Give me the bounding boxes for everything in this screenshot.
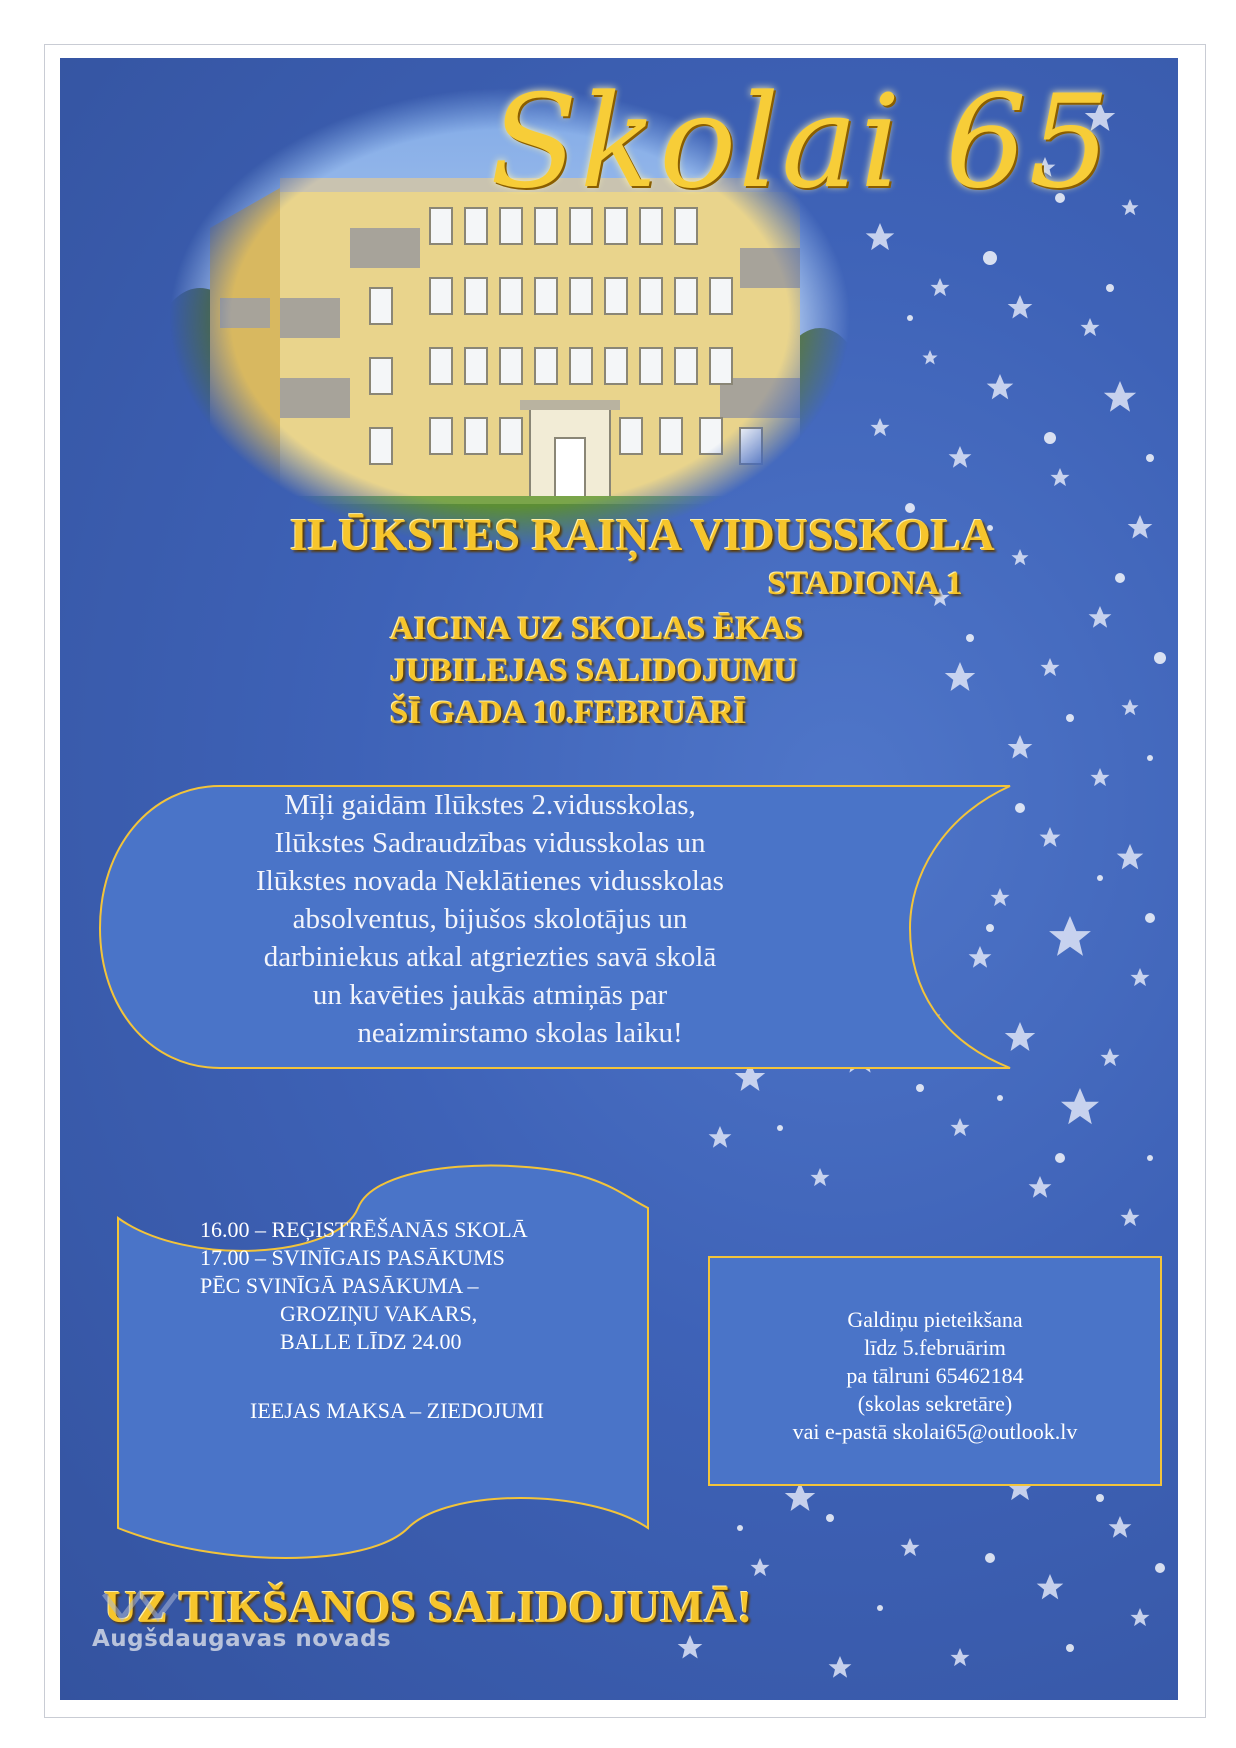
school-address: STADIONA 1 [768,566,963,602]
booking-line: (skolas sekretāre) [857,1391,1013,1416]
message-line: darbiniekus atkal atgriezties savā skolā [263,941,717,973]
invitation-line: JUBILEJAS SALIDOJUMU [390,653,798,689]
booking-line: pa tālruni 65462184 [846,1363,1024,1388]
message-line: Ilūkstes novada Neklātienes vidusskolas [256,865,724,897]
message-line: neaizmirstamo skolas laiku! [357,1017,683,1049]
entry-fee: IEEJAS MAKSA – ZIEDOJUMI [250,1398,544,1423]
schedule-line: 17.00 – SVINĪGAIS PASĀKUMS [200,1245,505,1270]
invitation-line: ŠĪ GADA 10.FEBRUĀRĪ [390,695,747,731]
event-schedule [200,1216,528,1356]
schedule-line: GROZIŅU VAKARS, [280,1301,478,1326]
watermark-text: Augšdaugavas novads [92,1626,392,1652]
message-line: un kavēties jaukās atmiņās par [312,979,668,1011]
closing-message: UZ TIKŠANOS SALIDOJUMĀ! [104,1581,753,1632]
booking-info-box [708,1256,1162,1486]
message-line: absolventus, bijušos skolotājus un [292,903,688,935]
booking-line: Galdiņu pieteikšana [847,1307,1023,1332]
invitation-line: AICINA UZ SKOLAS ĒKAS [390,611,804,647]
poster [60,58,1178,1700]
invitation-text [390,608,804,734]
welcome-message [210,786,770,1052]
booking-line: vai e-pastā skolai65@outlook.lv [792,1419,1078,1444]
booking-info [710,1306,1160,1446]
schedule-line: 16.00 – REĢISTRĒŠANĀS SKOLĀ [200,1217,528,1242]
message-line: Mīļi gaidām Ilūkstes 2.vidusskolas, [284,789,696,821]
message-line: Ilūkstes Sadraudzības vidusskolas un [274,827,706,859]
schedule-line: BALLE LĪDZ 24.00 [280,1329,462,1354]
watermark-logo-icon [100,1586,180,1626]
school-name: ILŪKSTES RAIŅA VIDUSSKOLA [290,509,995,560]
booking-line: līdz 5.februārim [864,1335,1006,1360]
schedule-line: PĒC SVINĪGĀ PASĀKUMA – [200,1273,479,1298]
poster-title: Skolai 65 [490,68,1113,217]
